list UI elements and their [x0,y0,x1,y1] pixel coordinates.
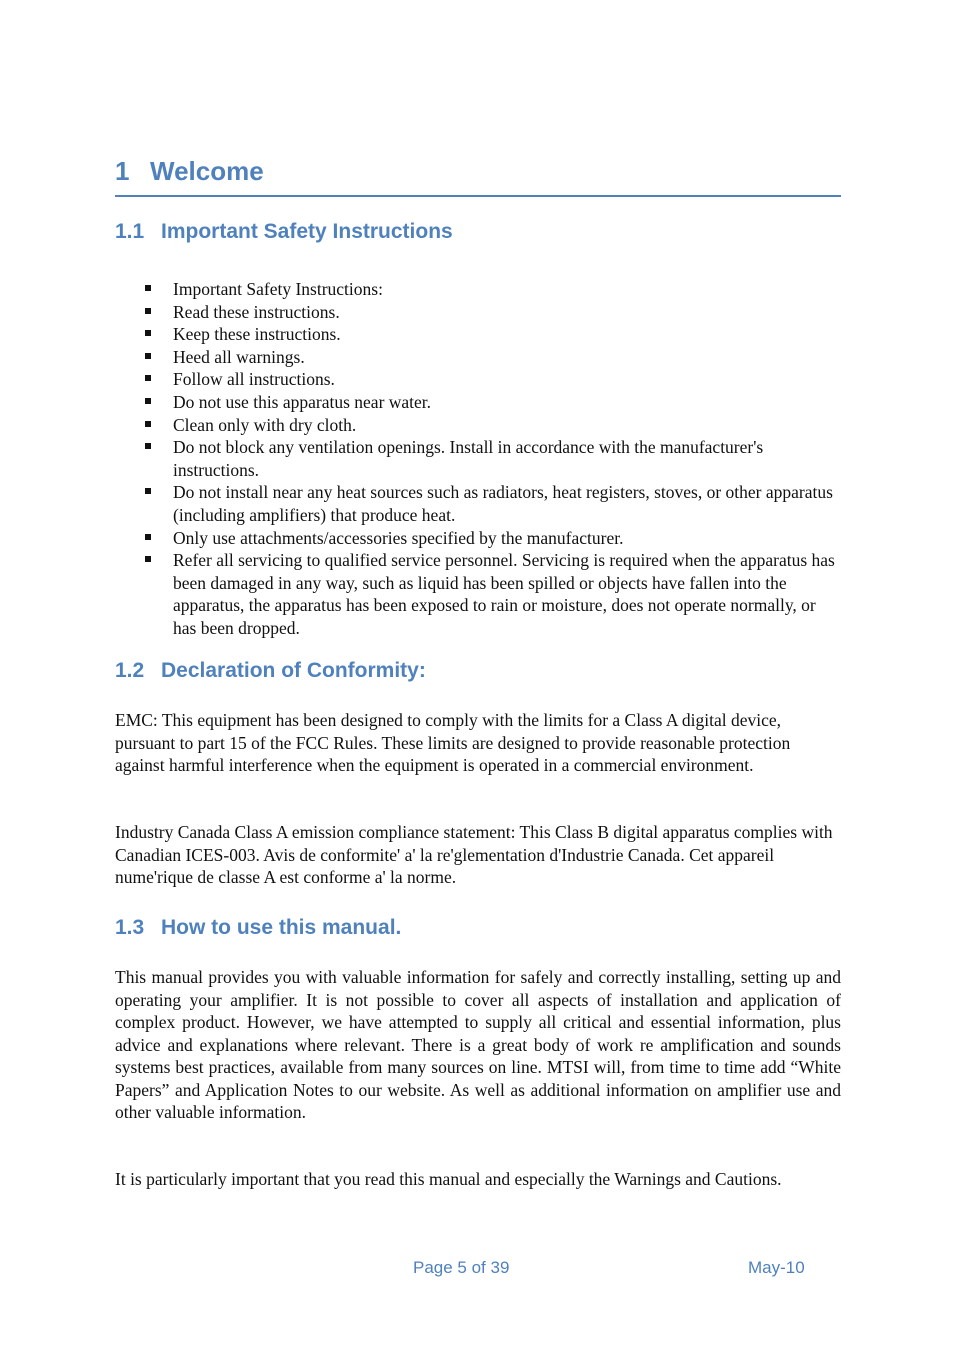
manual-intro-paragraph: This manual provides you with valuable information for safely and correctly installing, setting up and operating your amplifier. It is not possible to cover all aspects of installation and application of complex product. However, we have attempted to supply all critical and essential information, plus advice and explanations where relevant. There is a great body of work re amplification and sounds systems best practices, available from many sources on line. MTSI will, from time to time add “White Papers” and Application Notes to our website. As well as additional information on amplifier use and other valuable information. [115,967,841,1122]
list-item: Important Safety Instructions: [115,278,841,301]
safety-instructions-list [115,278,841,640]
heading-rule [115,195,841,197]
subsection-title: Important Safety Instructions [161,220,453,243]
list-item: Do not install near any heat sources such as radiators, heat registers, stoves, or other apparatus (including amplifiers) that produce heat. [115,481,841,526]
section-title: Welcome [150,156,264,186]
manual-importance-paragraph: It is particularly important that you read this manual and especially the Warnings and Cautions. [115,1169,782,1189]
subsection-heading-manual [115,914,841,942]
list-item: Keep these instructions. [115,323,841,346]
industry-canada-statement: Industry Canada Class A emission compliance statement: This Class B digital apparatus complies with Canadian ICES-003. Avis de conformite' a' la re'glementation d'Industrie Canada. Cet appareil nume'rique de classe A est conforme a' la norme. [115,822,833,887]
list-item: Follow all instructions. [115,368,841,391]
list-item: Heed all warnings. [115,346,841,369]
list-item: Only use attachments/accessories specified by the manufacturer. [115,527,841,550]
section-heading [115,154,841,188]
list-item: Do not block any ventilation openings. Install in accordance with the manufacturer's instructions. [115,436,841,481]
subsection-number: 1.2 [115,659,145,682]
subsection-number: 1.3 [115,916,145,939]
footer-page-number: Page 5 of 39 [413,1258,510,1277]
subsection-heading-conformity [115,657,841,685]
list-item: Clean only with dry cloth. [115,414,841,437]
footer-date: May-10 [748,1258,805,1277]
subsection-title: Declaration of Conformity: [161,659,426,682]
list-item: Do not use this apparatus near water. [115,391,841,414]
subsection-number: 1.1 [115,220,145,243]
list-item: Refer all servicing to qualified service personnel. Servicing is required when the apparatus has been damaged in any way, such as liquid has been spilled or objects have fallen into the apparatus, the apparatus has been exposed to rain or moisture, does not operate normally, or has been dropped. [115,549,841,639]
emc-statement: EMC: This equipment has been designed to comply with the limits for a Class A digital device, pursuant to part 15 of the FCC Rules. These limits are designed to provide reasonable protection against harmful interference when the equipment is operated in a commercial environment. [115,710,791,775]
subsection-title: How to use this manual. [161,916,402,939]
section-number: 1 [115,156,130,186]
list-item: Read these instructions. [115,301,841,324]
subsection-heading-safety [115,218,841,246]
